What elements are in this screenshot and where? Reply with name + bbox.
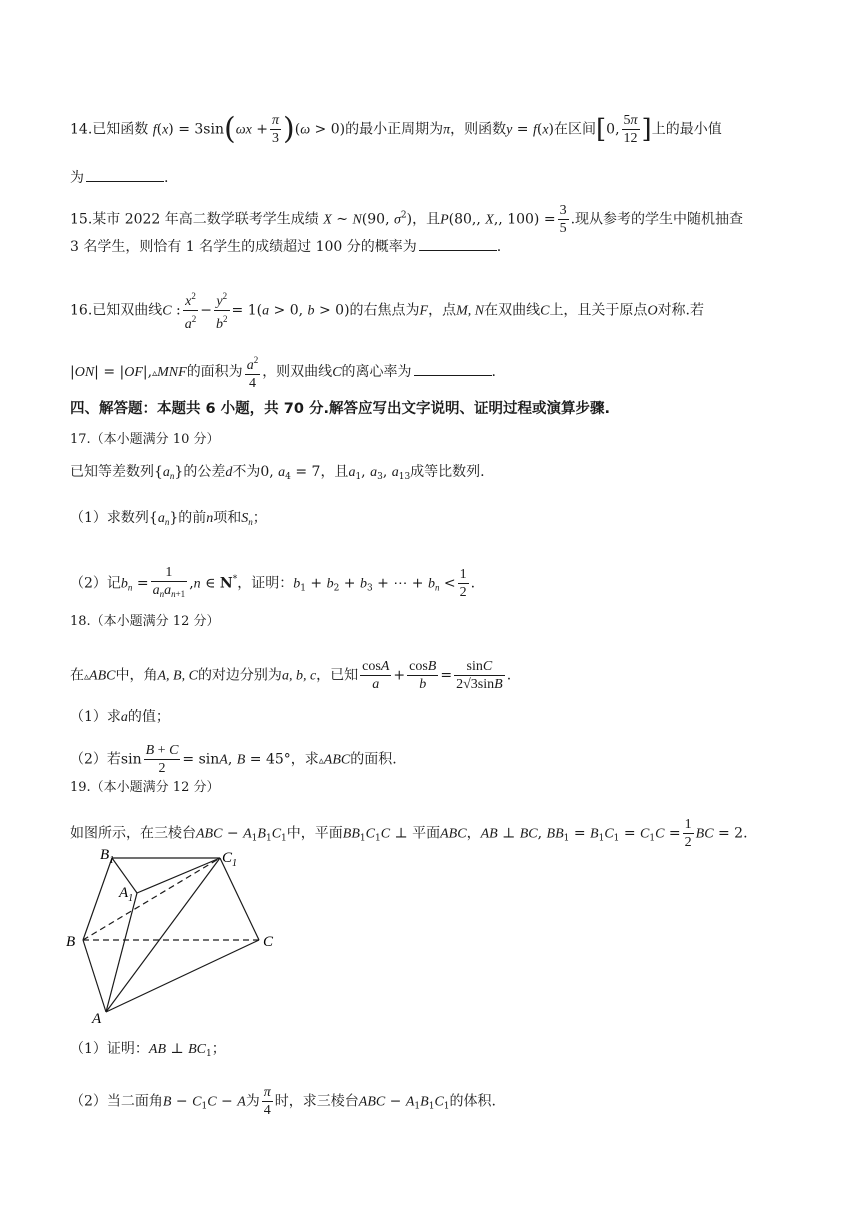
label-A: A <box>92 1011 102 1027</box>
answer-blank[interactable] <box>414 361 492 376</box>
q19-part1: （1）证明：AB ⊥ $BC_1$； <box>70 1041 226 1059</box>
label-A1: $A_1$ <box>119 885 134 904</box>
q14-func: f <box>152 122 157 138</box>
label-C1: $C_1$ <box>222 850 238 869</box>
answer-blank[interactable] <box>86 167 164 182</box>
q18-title: 18.（本小题满分 12 分） <box>70 614 220 629</box>
q14-line1: 14.已知函数 f(x) = 3sin(ωx + $\frac{\pi}{3}$ )(ω > 0)的最小正周期为π，则函数y = f(x)在区间[0, $\frac{5\pi}{12}$ ]上的最小值 <box>70 111 722 147</box>
edge-C-C1 <box>220 858 259 940</box>
q17-part2: （2）记$b_n$ = $\frac{1}{a_na_{n+1}}$ ,n ∈ N*，证明：$b_1 + b_2 + b_3$ + ⋯ + $b_n$ < $\frac{1}{2}$ . <box>70 564 475 603</box>
q15-line2: 3 名学生，则恰有 1 名学生的成绩超过 100 分的概率为 . <box>70 236 501 257</box>
q19-title: 19.（本小题满分 12 分） <box>70 780 220 795</box>
answer-blank[interactable] <box>419 236 497 251</box>
frustum-figure <box>62 842 292 1032</box>
q16-line2: |ON| = |OF|,▵MNF的面积为 $\frac{a^2}{4}$ ，则双曲线C的离心率为 . <box>70 355 496 391</box>
q17-stem: 已知等差数列$\{a_n\}$的公差d不为0, $a_4 = 7$，且$a_1$, $a_3$, $a_{13}$成等比数列. <box>70 464 485 482</box>
q19-part2: （2）当二面角$B - C_1C - A$为 $\frac{\pi}{4}$ 时，求三棱台ABC − $A_1B_1C_1$的体积. <box>70 1085 496 1118</box>
q18-stem: 在▵ABC中，角A, B, C的对边分别为a, b, c，已知 $\frac{\cos A}{a}$ + $\frac{\cos B}{b}$ = $\frac{\sin C}{2√3\sin B}$ . <box>70 659 512 692</box>
edge-B-C1-dashed <box>83 858 220 940</box>
edge-A-B <box>83 940 106 1012</box>
edge-A-C1 <box>106 858 220 1012</box>
q18-part2: （2）若sin $\frac{B + C}{2}$ = sinA, B = 45°，求▵ABC的面积. <box>70 743 397 776</box>
section-heading: 四、解答题：本题共 6 小题，共 70 分.解答应写出文字说明、证明过程或演算步骤. <box>70 401 610 417</box>
label-B1: $B_1$ <box>100 847 115 866</box>
label-C: C <box>263 934 274 950</box>
q15-line1: 15.某市 2022 年高二数学联考学生成绩 X ~ N(90, $\sigma^2$)，且P(80,, X,, 100) = $\frac{3}{5}$ .现从参考的学生中随机抽查 <box>70 203 744 236</box>
q14-line2: 为 . <box>70 167 168 188</box>
edge-A-A1 <box>106 893 137 1012</box>
edge-A-C <box>106 940 259 1012</box>
edge-B-B1 <box>83 858 112 940</box>
label-B: B <box>66 934 76 950</box>
q18-part1: （1）求a的值； <box>70 709 170 725</box>
q19-stem: 如图所示，在三棱台ABC − $A_1B_1C_1$中，平面$BB_1C_1C$ ⊥ 平面ABC，AB ⊥ BC, $BB_1 = B_1C_1 = C_1C$ = $\frac{1}{2}$ BC = 2. <box>70 817 748 850</box>
q17-part1: （1）求数列$\{a_n\}$的前n项和$S_n$； <box>70 510 267 527</box>
q17-title: 17.（本小题满分 10 分） <box>70 432 220 447</box>
q16-line1: 16.已知双曲线C : $\frac{x^2}{a^2}$ − $\frac{y^2}{b^2}$ = 1(a > 0, b > 0)的右焦点为F，点M, N在双曲线C上，且关于原点O对称.若 <box>70 291 705 332</box>
